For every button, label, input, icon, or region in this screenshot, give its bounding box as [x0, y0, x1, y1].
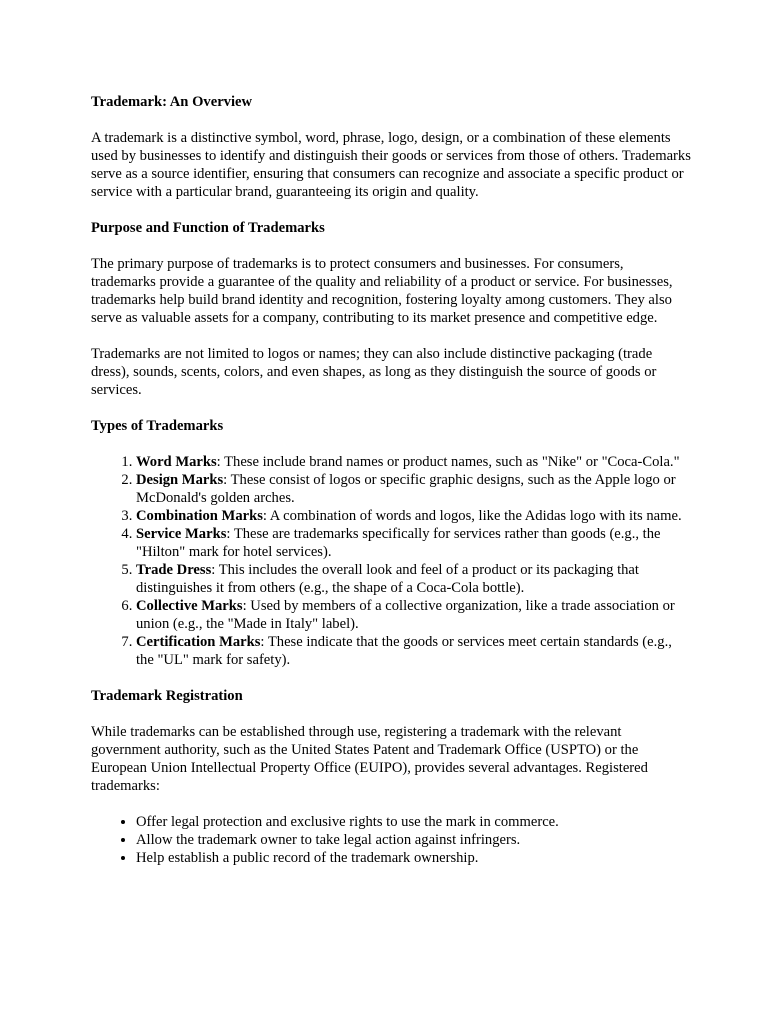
- document-title: Trademark: An Overview: [91, 94, 253, 110]
- types-list: [91, 453, 691, 669]
- list-item: [136, 597, 691, 633]
- registration-paragraph: While trademarks can be established through use, registering a trademark with the relevant government authority, such as the United States Patent and Trademark Office (USPTO) or the European Union Intellectual Property Office (EUIPO), provides several advantages. Registered trademarks:: [91, 724, 648, 794]
- registration-bullets: [91, 813, 691, 867]
- list-item: [136, 633, 691, 669]
- list-item: [136, 561, 691, 597]
- list-item: [136, 471, 691, 507]
- list-item-term: Service Marks: [136, 526, 227, 542]
- list-item-term: Word Marks: [136, 454, 217, 470]
- purpose-paragraph-1: The primary purpose of trademarks is to protect consumers and businesses. For consumers, trademarks provide a guarantee of the quality and reliability of a product or service. For businesses, trademarks help build brand identity and recognition, fostering loyalty among customers. They also serve as valuable assets for a company, contributing to its market presence and competitive edge.: [91, 256, 673, 326]
- list-item: [136, 525, 691, 561]
- list-item-desc: : These include brand names or product names, such as "Nike" or "Coca-Cola.": [216, 454, 680, 470]
- bullet-item: • Help establish a public record of the trademark ownership.: [136, 849, 691, 867]
- list-item-desc: : This includes the overall look and feel of a product or its packaging that distinguishes it from others (e.g., the shape of a Coca-Cola bottle).: [136, 562, 639, 596]
- list-item-term: Combination Marks: [136, 508, 263, 524]
- intro-paragraph: A trademark is a distinctive symbol, word, phrase, logo, design, or a combination of these elements used by businesses to identify and distinguish their goods or services from those of others. Trademarks serve as a source identifier, ensuring that consumers can recognize and associate a specific product or service with a particular brand, guaranteeing its origin and quality.: [91, 130, 691, 200]
- types-heading: Types of Trademarks: [91, 418, 224, 434]
- registration-heading: Trademark Registration: [91, 688, 243, 704]
- list-item-desc: : These are trademarks specifically for services rather than goods (e.g., the "Hilton" mark for hotel services).: [136, 526, 661, 560]
- list-item: [136, 507, 691, 525]
- list-item-term: Trade Dress: [136, 562, 212, 578]
- list-item-desc: : Used by members of a collective organization, like a trade association or union (e.g., the "Made in Italy" label).: [136, 598, 675, 632]
- list-item-desc: : These indicate that the goods or services meet certain standards (e.g., the "UL" mark for safety).: [136, 634, 672, 668]
- list-item-desc: : A combination of words and logos, like the Adidas logo with its name.: [262, 508, 682, 524]
- bullet-item: • Allow the trademark owner to take legal action against infringers.: [136, 831, 691, 849]
- list-item-term: Collective Marks: [136, 598, 243, 614]
- purpose-paragraph-2: Trademarks are not limited to logos or names; they can also include distinctive packaging (trade dress), sounds, scents, colors, and even shapes, as long as they distinguish the source of goods or services.: [91, 346, 657, 398]
- list-item: [136, 453, 691, 471]
- list-item-desc: : These consist of logos or specific graphic designs, such as the Apple logo or McDonald's golden arches.: [136, 472, 676, 506]
- document-page: [91, 93, 691, 867]
- purpose-heading: Purpose and Function of Trademarks: [91, 220, 325, 236]
- bullet-item: • Offer legal protection and exclusive rights to use the mark in commerce.: [136, 813, 691, 831]
- list-item-term: Design Marks: [136, 472, 224, 488]
- list-item-term: Certification Marks: [136, 634, 261, 650]
